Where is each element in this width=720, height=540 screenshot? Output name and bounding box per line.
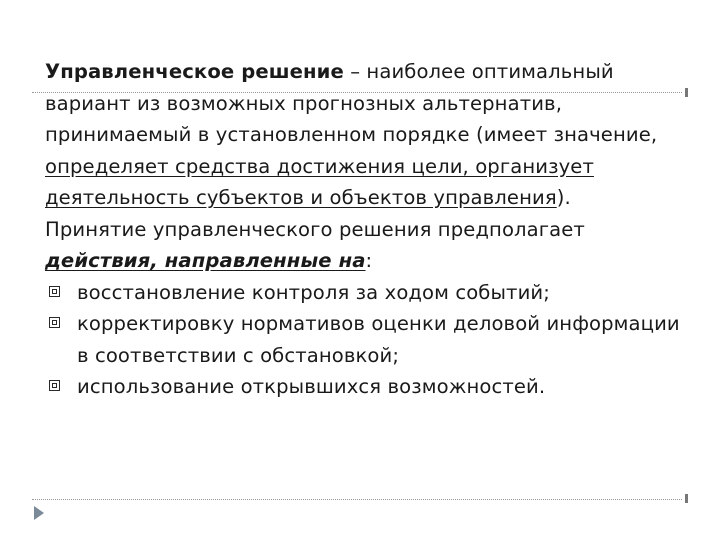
top-divider-marker (685, 88, 688, 97)
definition-paragraph (45, 56, 685, 214)
bottom-divider (32, 499, 682, 500)
list-item (45, 371, 685, 403)
definition-term: Управленческое решение (45, 60, 344, 83)
list-item-text: восстановление контроля за ходом событий; (77, 280, 550, 304)
bullet-list (45, 277, 685, 403)
list-item (45, 308, 685, 371)
checkbox-bullet-icon (49, 317, 60, 328)
checkbox-bullet-icon (49, 286, 60, 297)
bottom-divider-marker (685, 494, 688, 503)
list-item (45, 277, 685, 309)
definition-underlined-text: определяет средства достижения цели, организует деятельность субъектов и объектов управления (45, 154, 594, 209)
definition-closing: ). (556, 186, 571, 209)
intro-colon: : (365, 249, 373, 272)
intro-text: Принятие управленческого решения предполагает (45, 217, 585, 241)
checkbox-bullet-icon (49, 380, 60, 391)
list-item-text: использование открывшихся возможностей. (77, 375, 546, 398)
definition-text: – наиболее оптимальный вариант из возможных прогнозных альтернатив, принимаемый в установленном порядке (имеет значение, (45, 60, 658, 146)
play-arrow-icon[interactable] (34, 506, 44, 520)
intro-emphasis: действия, направленные на (45, 249, 366, 272)
list-item-text: корректировку нормативов оценки деловой информации в соответствии с обстановкой; (77, 312, 680, 367)
slide-content (45, 56, 685, 403)
intro-paragraph (45, 214, 685, 277)
